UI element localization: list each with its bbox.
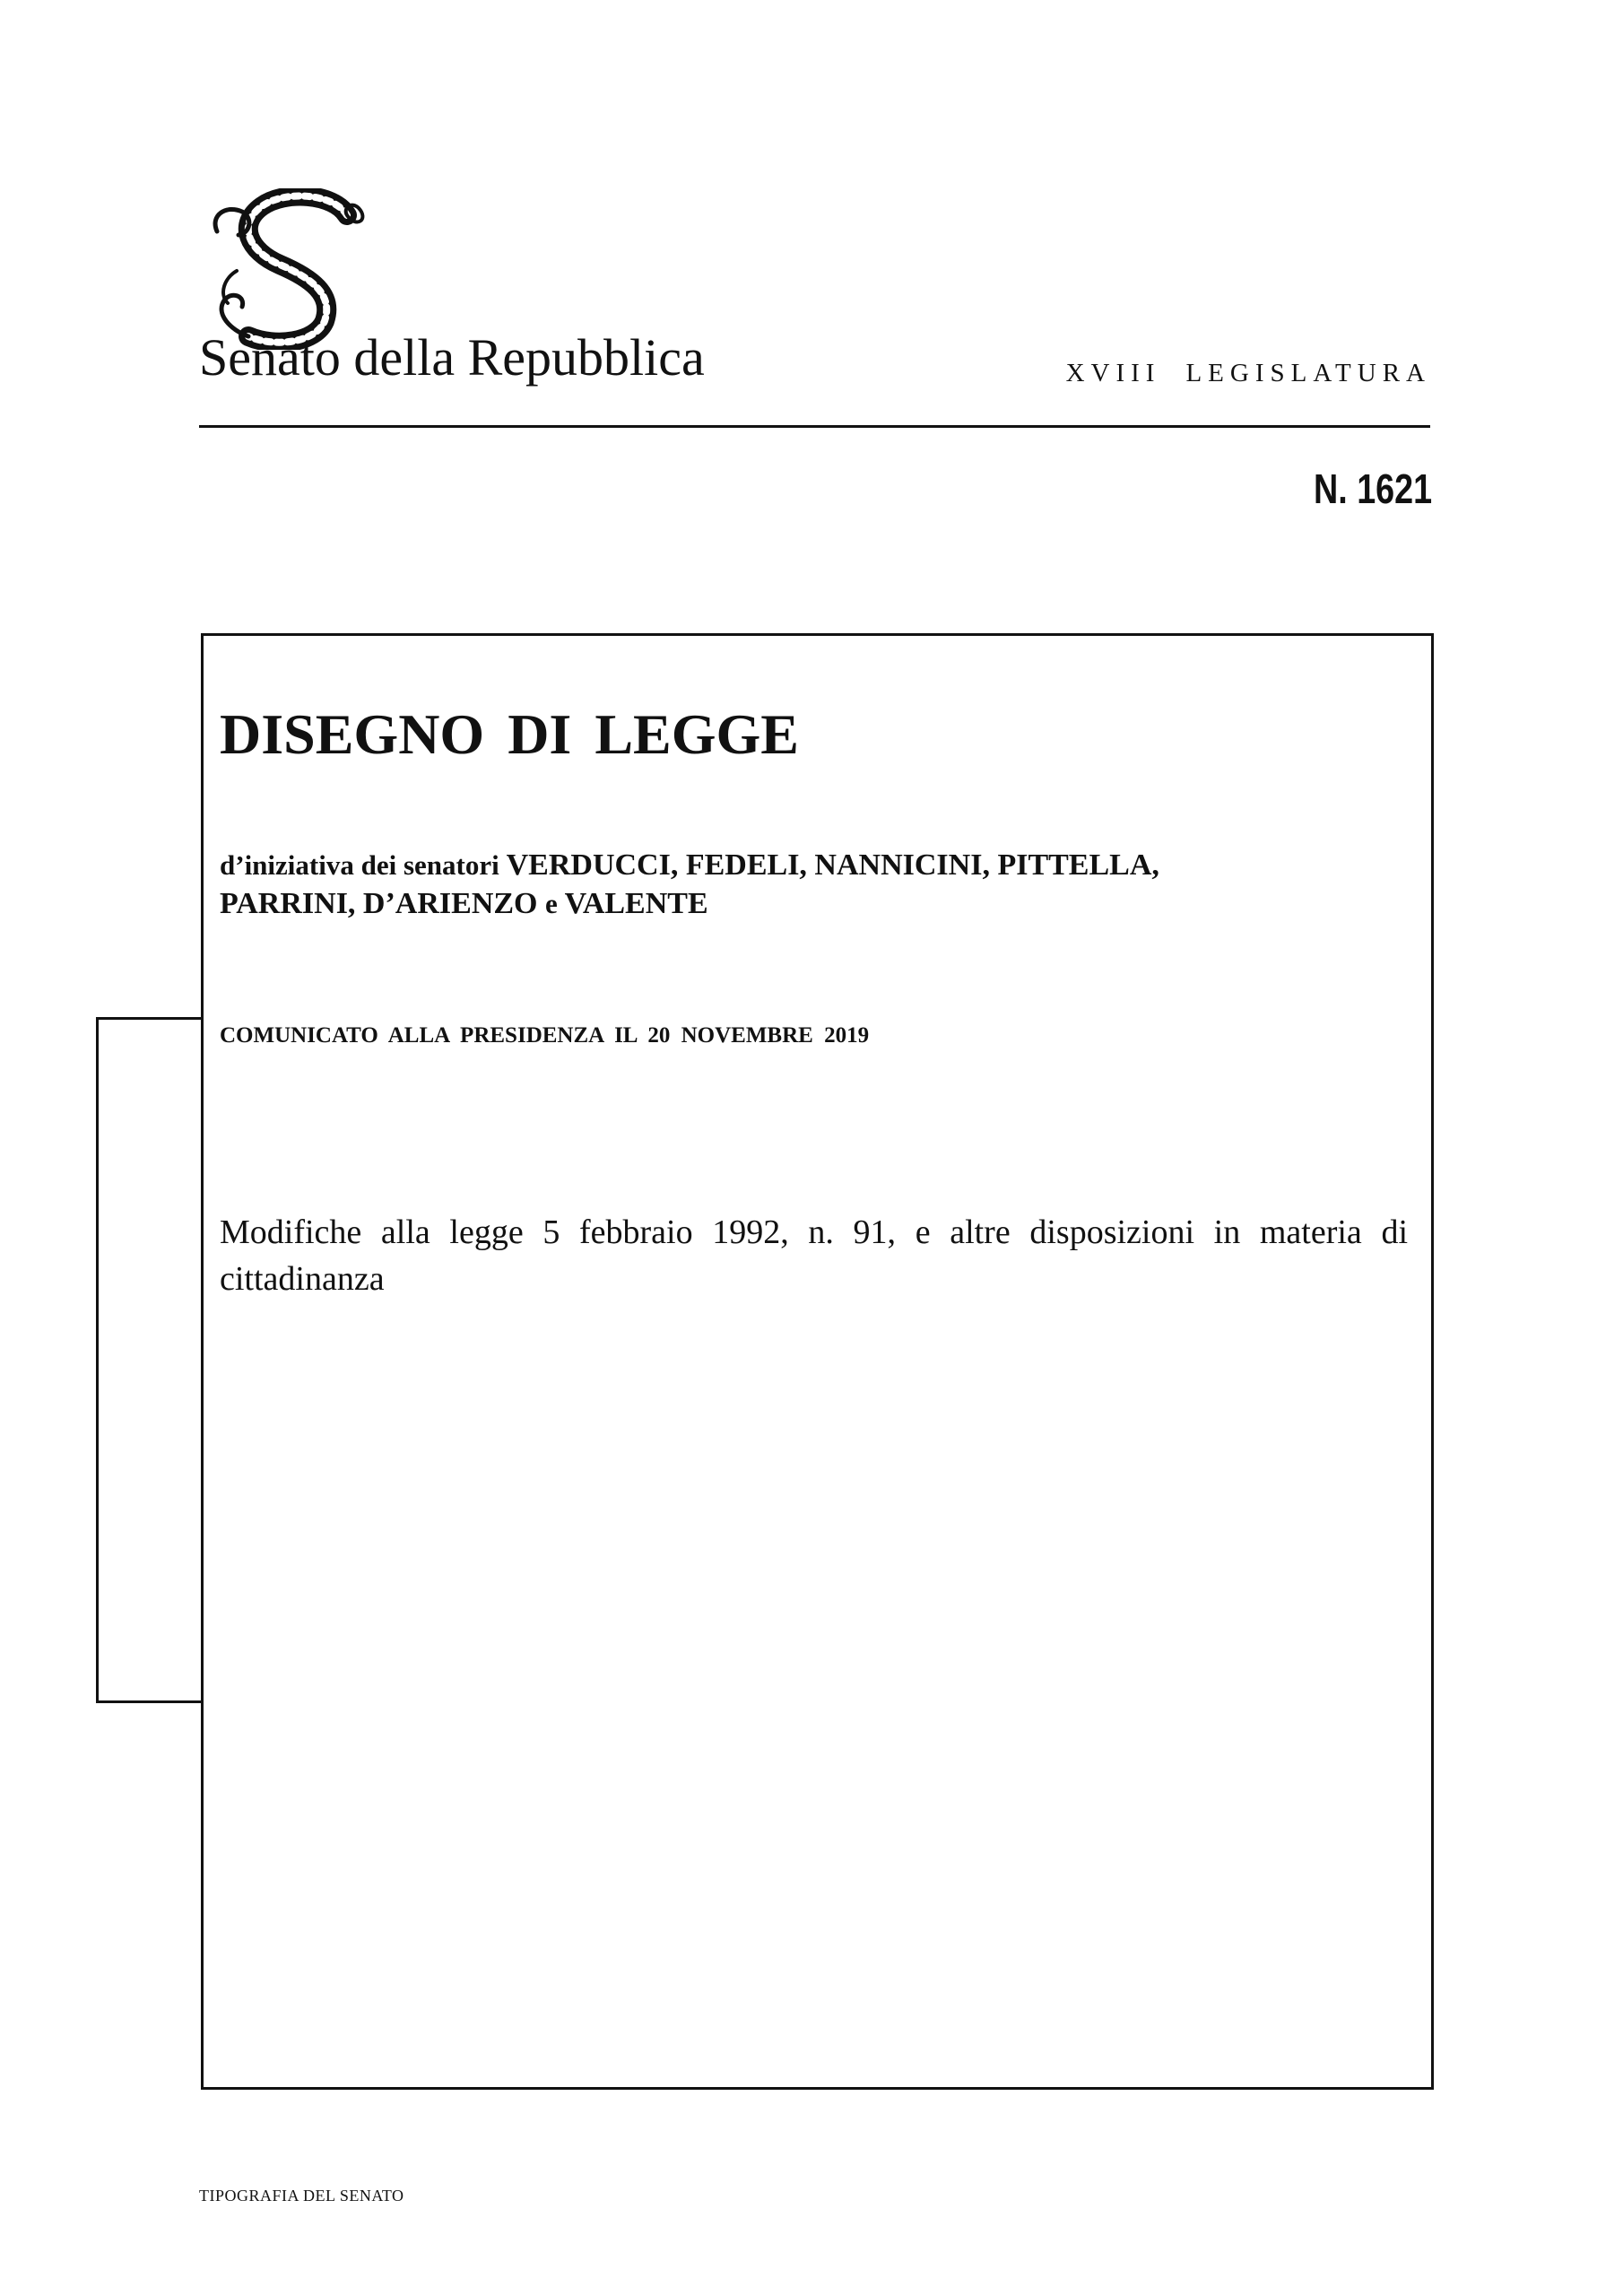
senate-logo bbox=[199, 188, 365, 350]
printer-footer: TIPOGRAFIA DEL SENATO bbox=[199, 2187, 404, 2205]
legislature-word: LEGISLATURA bbox=[1185, 359, 1431, 387]
initiative-names-line2b: VALENTE bbox=[564, 887, 708, 920]
initiative-names-line2a: PARRINI, D’ARIENZO bbox=[220, 887, 538, 920]
initiative-names-line1: VERDUCCI, FEDELI, NANNICINI, PITTELLA, bbox=[506, 848, 1159, 882]
bill-title: Modifiche alla legge 5 febbraio 1992, n. 91, e altre disposizioni in materia di cittadinanza bbox=[220, 1213, 1408, 1298]
document-number: N. 1621 bbox=[1313, 465, 1432, 512]
document-type-heading: DISEGNO DI LEGGE bbox=[220, 702, 799, 766]
communicated-date: COMUNICATO ALLA PRESIDENZA IL 20 NOVEMBRE 2019 bbox=[220, 1023, 870, 1048]
legislature-number: XVIII bbox=[1065, 359, 1161, 387]
initiative-conjunction: e bbox=[545, 888, 558, 919]
header-rule bbox=[199, 425, 1430, 428]
institution-name: Senato della Repubblica bbox=[199, 328, 705, 387]
initiative-block bbox=[220, 846, 1367, 923]
legislature-label bbox=[1066, 359, 1431, 388]
initiative-prefix: d’iniziativa dei senatori bbox=[220, 849, 499, 881]
senato-s-monogram-icon bbox=[199, 188, 365, 350]
side-bracket bbox=[96, 1017, 201, 1703]
